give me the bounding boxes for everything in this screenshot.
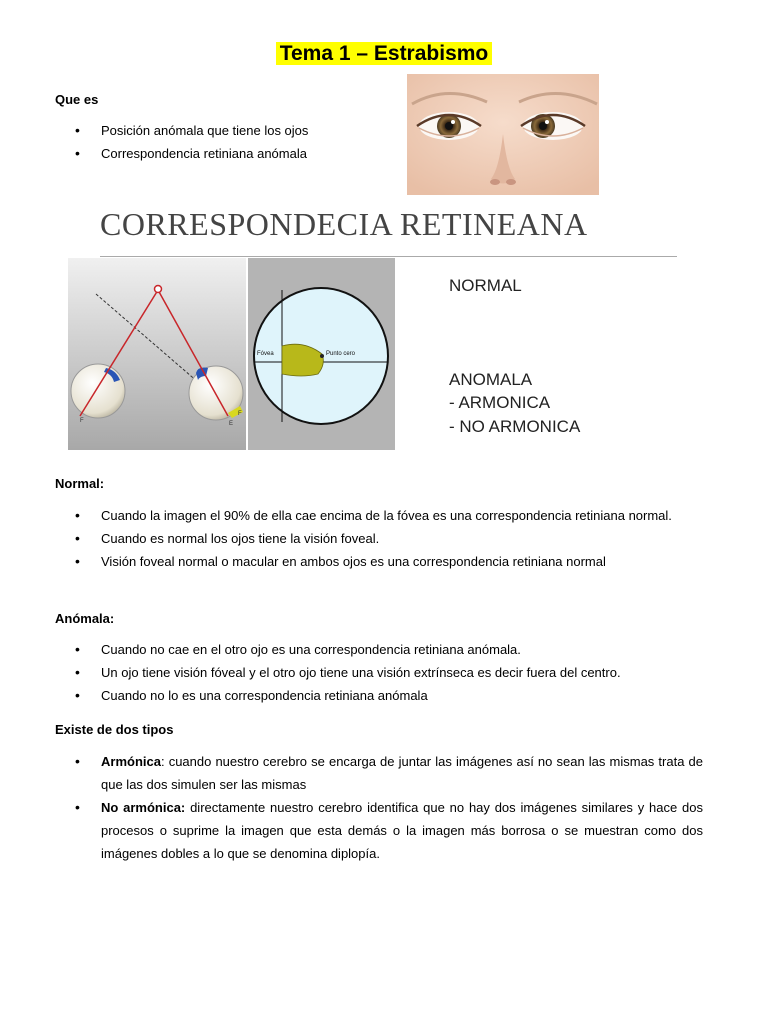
list-item (55, 796, 703, 865)
list-item (55, 750, 703, 796)
tipos-heading: Existe de dos tipos (55, 722, 174, 737)
normal-heading: Normal: (55, 476, 105, 491)
term-armonica: Armónica (101, 754, 161, 769)
child-eyes-photo (407, 74, 599, 195)
label-punto-cero: Punto cero (326, 351, 356, 357)
title-highlight: Tema 1 – Estrabismo (276, 42, 493, 65)
slide-heading: CORRESPONDECIA RETINEANA (100, 206, 588, 242)
list-item: • Cuando no lo es una correspondencia retiniana anómala (55, 684, 703, 707)
anomala-list (55, 638, 703, 707)
list-item: • Un ojo tiene visión fóveal y el otro ojo tiene una visión extrínseca es decir fuera del centro. (55, 661, 703, 684)
list-item: • Visión foveal normal o macular en ambos ojos es una correspondencia retiniana normal (55, 550, 703, 573)
que-es-heading: Que es (55, 92, 99, 107)
label-e-right: E (229, 421, 234, 427)
heading-rule (100, 256, 677, 257)
retinal-correspondence-diagram (68, 258, 395, 450)
anomala-heading: Anómala: (55, 611, 115, 626)
no-armonica-label: - NO ARMONICA (449, 417, 581, 436)
list-item: • Posición anómala que tiene los ojos (55, 119, 703, 142)
que-es-list (55, 119, 703, 165)
list-item: • Cuando no cae en el otro ojo es una correspondencia retiniana anómala. (55, 638, 703, 661)
desc-armonica: : cuando nuestro cerebro se encarga de juntar las imágenes así no sean las mismas trata de que las dos simulen ser las mismas (101, 754, 703, 792)
desc-no-armonica: directamente nuestro cerebro identifica que no hay dos imágenes similares y hace dos procesos o suprime la imagen que esta demás o la imagen más borrosa o se muestran como dos imágenes dobles a lo que se denomina diplopía. (101, 800, 703, 861)
tipos-list (55, 750, 703, 865)
label-f-right: F (238, 411, 242, 417)
label-fovea: Fóvea (257, 351, 274, 357)
document-title (0, 42, 768, 66)
list-item: • Correspondencia retiniana anómala (55, 142, 703, 165)
list-item: • Cuando es normal los ojos tiene la visión foveal. (55, 527, 703, 550)
label-f-left: F (80, 418, 84, 424)
anomala-label: ANOMALA (449, 370, 533, 389)
list-item: • Cuando la imagen el 90% de ella cae encima de la fóvea es una correspondencia retiniana normal. (55, 504, 703, 527)
term-no-armonica: No armónica: (101, 800, 186, 815)
armonica-label: - ARMONICA (449, 393, 551, 412)
normal-label: NORMAL (449, 276, 522, 295)
normal-list (55, 504, 703, 573)
